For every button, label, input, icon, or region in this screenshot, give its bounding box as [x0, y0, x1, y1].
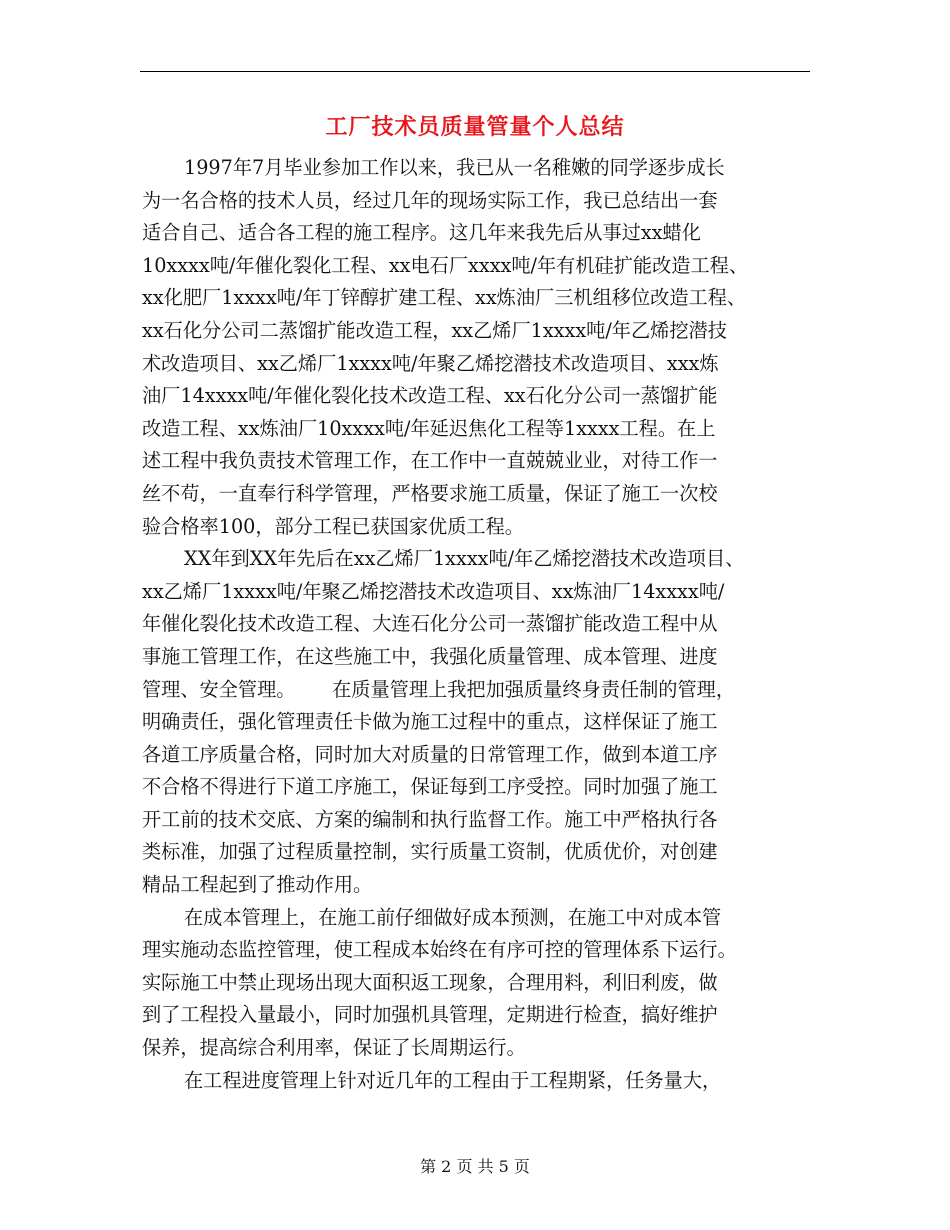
body-line: 油厂14xxxx吨/年催化裂化技术改造工程、xx石化分公司一蒸馏扩能 [142, 384, 718, 408]
body-line: 类标准，加强了过程质量控制，实行质量工资制，优质优价，对创建 [142, 840, 718, 864]
body-line: 明确责任，强化管理责任卡做为施工过程中的重点，这样保证了施工 [142, 710, 718, 734]
body-line: 年催化裂化技术改造工程、大连石化分公司一蒸馏扩能改造工程中从 [142, 612, 718, 636]
body-line: 术改造项目、xx乙烯厂1xxxx吨/年聚乙烯挖潜技术改造项目、xxx炼 [142, 351, 719, 375]
body-line: 在成本管理上，在施工前仔细做好成本预测，在施工中对成本管 [184, 905, 722, 929]
body-line: 理实施动态监控管理，使工程成本始终在有序可控的管理体系下运行。 [142, 938, 737, 962]
body-line: 述工程中我负责技术管理工作，在工作中一直兢兢业业，对待工作一 [142, 449, 718, 473]
body-line: 验合格率100，部分工程已获国家优质工程。 [142, 514, 524, 538]
body-line: 事施工管理工作，在这些施工中，我强化质量管理、成本管理、进度 [142, 644, 718, 668]
body-line: 开工前的技术交底、方案的编制和执行监督工作。施工中严格执行各 [142, 807, 718, 831]
body-line: 到了工程投入量最小，同时加强机具管理，定期进行检查，搞好维护 [142, 1003, 718, 1027]
body-line: xx乙烯厂1xxxx吨/年聚乙烯挖潜技术改造项目、xx炼油厂14xxxx吨/ [142, 579, 725, 603]
body-line: 10xxxx吨/年催化裂化工程、xx电石厂xxxx吨/年有机硅扩能改造工程、 [142, 253, 749, 277]
body-line: 改造工程、xx炼油厂10xxxx吨/年延迟焦化工程等1xxxx工程。在上 [142, 416, 716, 440]
body-line: 为一名合格的技术人员，经过几年的现场实际工作，我已总结出一套 [142, 188, 718, 212]
body-line: xx化肥厂1xxxx吨/年丁锌醇扩建工程、xx炼油厂三机组移位改造工程、 [142, 286, 747, 310]
body-line: 丝不苟，一直奉行科学管理，严格要求施工质量，保证了施工一次校 [142, 481, 718, 505]
body-line: 不合格不得进行下道工序施工，保证每到工序受控。同时加强了施工 [142, 775, 718, 799]
body-line: 实际施工中禁止现场出现大面积返工现象，合理用料，利旧利废，做 [142, 970, 718, 994]
body-line: 保养，提高综合利用率，保证了长周期运行。 [142, 1036, 526, 1060]
header-rule [140, 71, 810, 72]
body-line: 各道工序质量合格，同时加大对质量的日常管理工作，做到本道工序 [142, 742, 718, 766]
body-line: 在工程进度管理上针对近几年的工程由于工程期紧，任务量大， [184, 1068, 722, 1092]
body-line: XX年到XX年先后在xx乙烯厂1xxxx吨/年乙烯挖潜技术改造项目、 [184, 547, 745, 571]
body-line: 1997年7月毕业参加工作以来，我已从一名稚嫩的同学逐步成长 [184, 156, 725, 179]
document-title: 工厂技术员质量管量个人总结 [325, 115, 625, 140]
document-body [142, 152, 822, 1097]
body-line: 适合自己、适合各工程的施工程序。这几年来我先后从事过xx蜡化 [142, 221, 701, 245]
body-line: 管理、安全管理。 在质量管理上我把加强质量终身责任制的管理， [142, 677, 736, 701]
body-line: 精品工程起到了推动作用。 [142, 873, 373, 897]
body-line: xx石化分公司二蒸馏扩能改造工程，xx乙烯厂1xxxx吨/年乙烯挖潜技 [142, 318, 727, 342]
page-footer: 第 2 页 共 5 页 [420, 1157, 530, 1176]
